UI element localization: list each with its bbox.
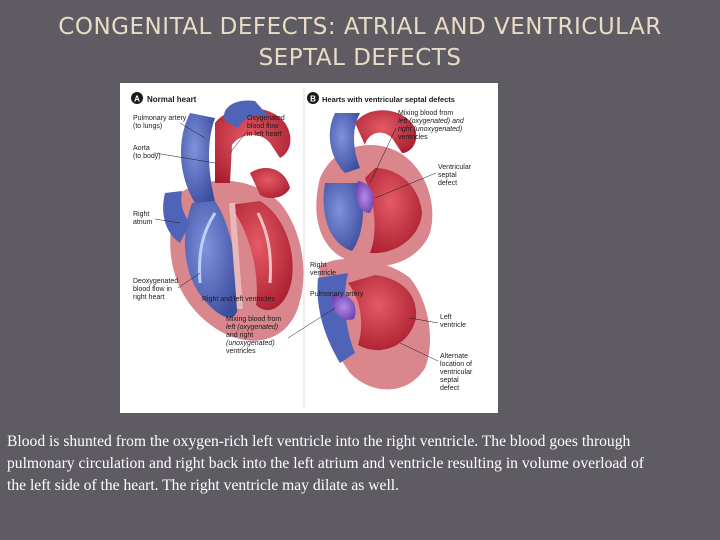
body-text: Blood is shunted from the oxygen-rich left ventricle into the right ventricle. The blood goes through pulmonary circulation and right back into the left atrium and ventricle resulting in volume overload of the left side of the heart. The right ventricle may dilate as well.	[7, 433, 644, 494]
label-mixing2-1: Mixing blood from	[226, 316, 282, 323]
label-oxygenated: Oxygenated	[247, 115, 285, 122]
label-left-ventricle-1: Left	[440, 314, 452, 321]
panel-a-heading: Normal heart	[147, 95, 197, 104]
label-right-ventricle-2: ventricle	[310, 270, 337, 277]
panel-a-normal-heart	[131, 92, 303, 341]
vsd-heart-drawing	[316, 110, 432, 389]
label-right-atrium: Right	[133, 211, 150, 218]
label-alternate-1: Alternate	[440, 353, 469, 360]
label-alternate-4: septal	[440, 377, 459, 384]
label-deoxygenated-2: blood flow in	[133, 286, 172, 293]
label-alternate-5: defect	[440, 385, 460, 392]
label-ventricles: Right and left ventricles	[202, 296, 275, 303]
label-mixing2-3: and right	[226, 332, 254, 339]
label-deoxygenated: Deoxygenated	[133, 278, 179, 285]
slide-title	[0, 12, 720, 74]
normal-heart-drawing	[163, 100, 303, 340]
label-pulmonary-artery-b: Pulmonary artery	[310, 291, 364, 298]
label-alternate-2: location of	[440, 361, 472, 368]
label-mixing2-4: (unoxygenated)	[226, 340, 275, 347]
label-mixing-2: left (oxygenated) and	[398, 118, 464, 125]
label-pulmonary-artery: Pulmonary artery	[133, 115, 187, 122]
label-vsd-3: defect	[438, 180, 458, 187]
label-vsd-2: septal	[438, 172, 457, 179]
label-mixing2-5: ventricles	[226, 348, 256, 355]
slide-title-line-2: SEPTAL DEFECTS	[258, 45, 462, 71]
panel-b-letter: B	[310, 94, 316, 104]
label-aorta: Aorta	[133, 145, 150, 152]
label-mixing-4: ventricles	[398, 134, 428, 141]
panel-a-badge	[131, 92, 143, 104]
panel-b-badge	[307, 92, 319, 104]
label-deoxygenated-3: right heart	[133, 294, 165, 301]
label-mixing2-2: left (oxygenated)	[226, 324, 279, 331]
label-pulmonary-artery-sub: (to lungs)	[133, 123, 163, 130]
label-right-ventricle-1: Right	[310, 262, 327, 269]
label-vsd-1: Ventricular	[438, 164, 472, 171]
panel-b-heading: Hearts with ventricular septal defects	[322, 95, 455, 104]
label-alternate-3: ventricular	[440, 369, 473, 376]
label-right-atrium-sub: atrium	[133, 219, 153, 226]
panel-a-letter: A	[134, 94, 140, 104]
label-mixing-1: Mixing blood from	[398, 110, 454, 117]
slide-title-line-1: CONGENITAL DEFECTS: ATRIAL AND VENTRICULAR	[58, 14, 662, 40]
label-oxygenated-3: in left heart	[247, 131, 282, 138]
label-aorta-sub: (to body)	[133, 153, 161, 160]
label-mixing-3: right (unoxygenated)	[398, 126, 463, 133]
label-left-ventricle-2: ventricle	[440, 322, 467, 329]
heart-septal-defect-illustration	[120, 83, 498, 413]
label-oxygenated-2: blood flow	[247, 123, 279, 130]
